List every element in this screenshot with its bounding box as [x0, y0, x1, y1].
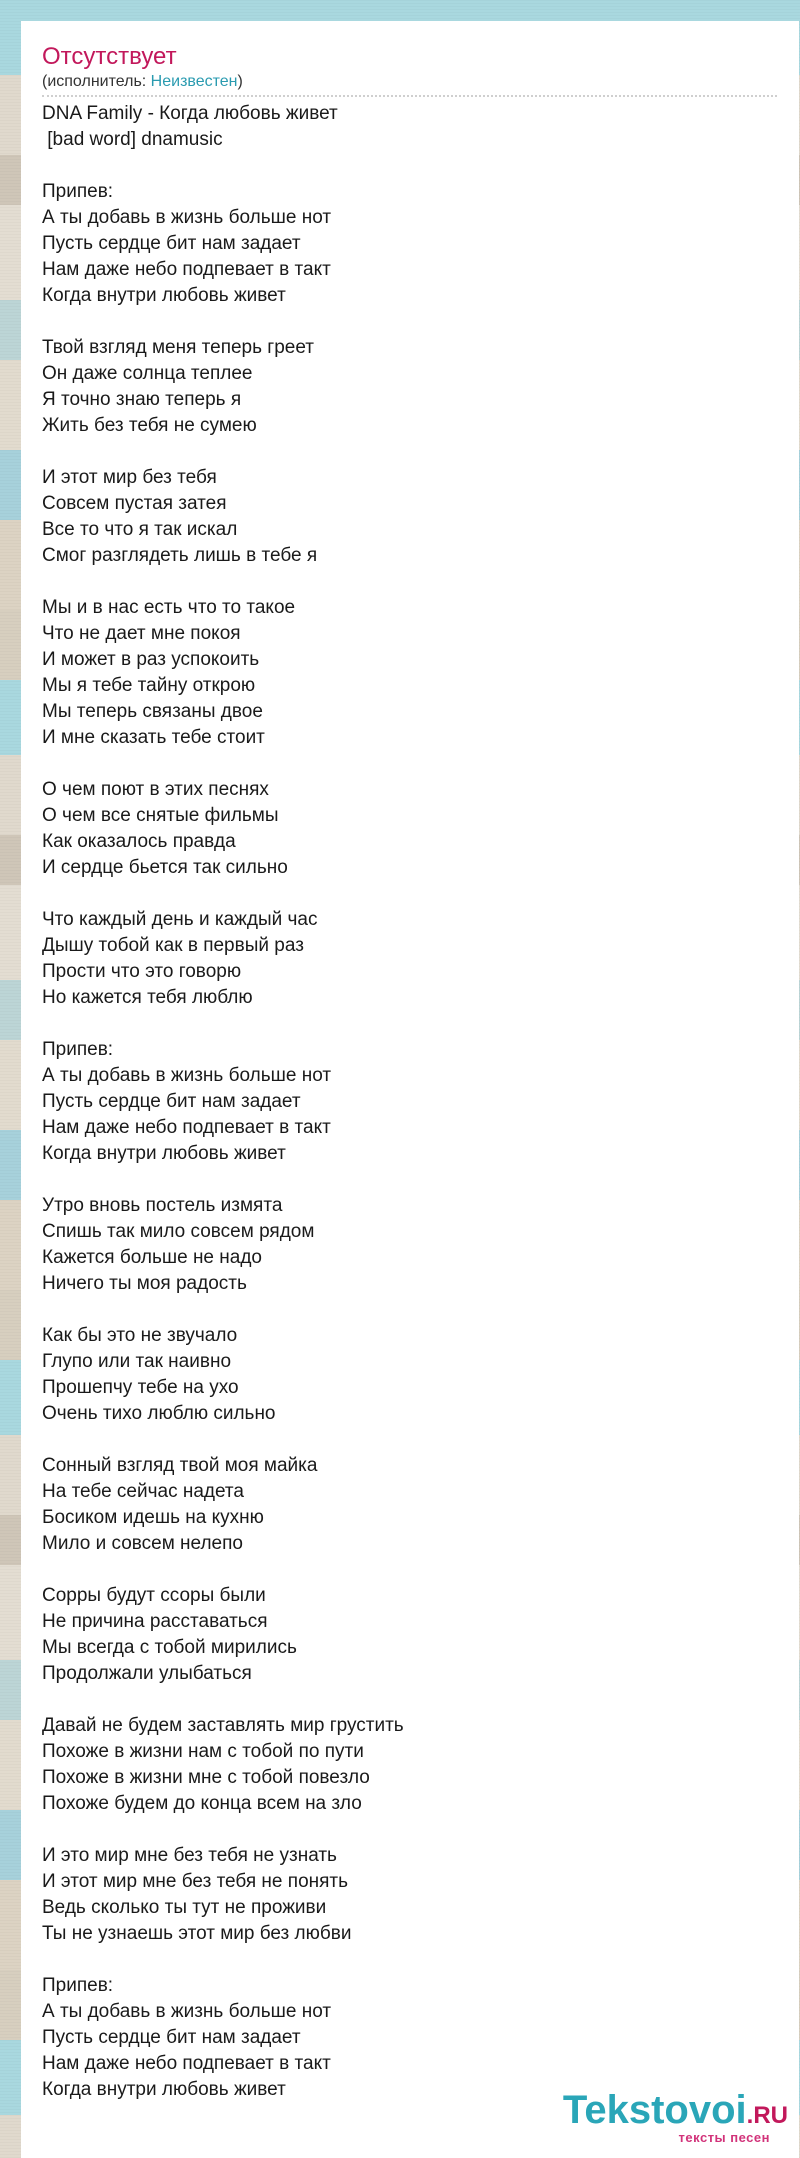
performer-link[interactable]: Неизвестен	[150, 73, 238, 90]
site-logo[interactable]	[548, 2088, 788, 2150]
logo-tld: .RU	[746, 2102, 788, 2129]
logo-tagline: тексты песен	[678, 2130, 770, 2145]
lyrics-text: DNA Family - Когда любовь живет [bad word] dnamusic Припев: А ты добавь в жизнь больше нот Пусть сердце бит нам задает Нам даже небо подпевает в такт Когда внутри любовь живет Твой взгляд меня теперь греет Он даже солнца теплее Я точно знаю теперь я Жить без тебя не сумею И этот мир без тебя Совсем пустая затея Все то что я так искал Смог разглядеть лишь в тебе я Мы и в нас есть что то такое Что не дает мне покоя И может в раз успокоить Мы я тебе тайну открою Мы теперь связаны двое И мне сказать тебе стоит О чем поют в этих песнях О чем все снятые фильмы Как оказалось правда И сердце бьется так сильно Что каждый день и каждый час Дышу тобой как в первый раз Прости что это говорю Но кажется тебя люблю Припев: А ты добавь в жизнь больше нот Пусть сердце бит нам задает Нам даже небо подпевает в такт Когда внутри любовь живет Утро вновь постель измята Спишь так мило совсем рядом Кажется больше не надо Ничего ты моя радость Как бы это не звучало Глупо или так наивно Прошепчу тебе на ухо Очень тихо люблю сильно Сонный взгляд твой моя майка На тебе сейчас надета Босиком идешь на кухню Мило и совсем нелепо Сорры будут ссоры были Не причина расставаться Мы всегда с тобой мирились Продолжали улыбаться Давай не будем заставлять мир грустить Похоже в жизни нам с тобой по пути Похоже в жизни мне с тобой повезло Похоже будем до конца всем на зло И это мир мне без тебя не узнать И этот мир мне без тебя не понять Ведь сколько ты тут не проживи Ты не узнаешь этот мир без любви Припев: А ты добавь в жизнь больше нот Пусть сердце бит нам задает Нам даже небо подпевает в такт Когда внутри любовь живет	[42, 103, 404, 2100]
performer-suffix: )	[237, 73, 243, 90]
title-divider	[42, 95, 777, 97]
performer-line	[42, 72, 243, 92]
logo-name: Tekstovoi	[562, 2088, 747, 2132]
song-title: Отсутствует	[42, 43, 177, 70]
lyrics-card	[21, 21, 799, 2158]
performer-prefix: (исполнитель:	[42, 73, 151, 90]
